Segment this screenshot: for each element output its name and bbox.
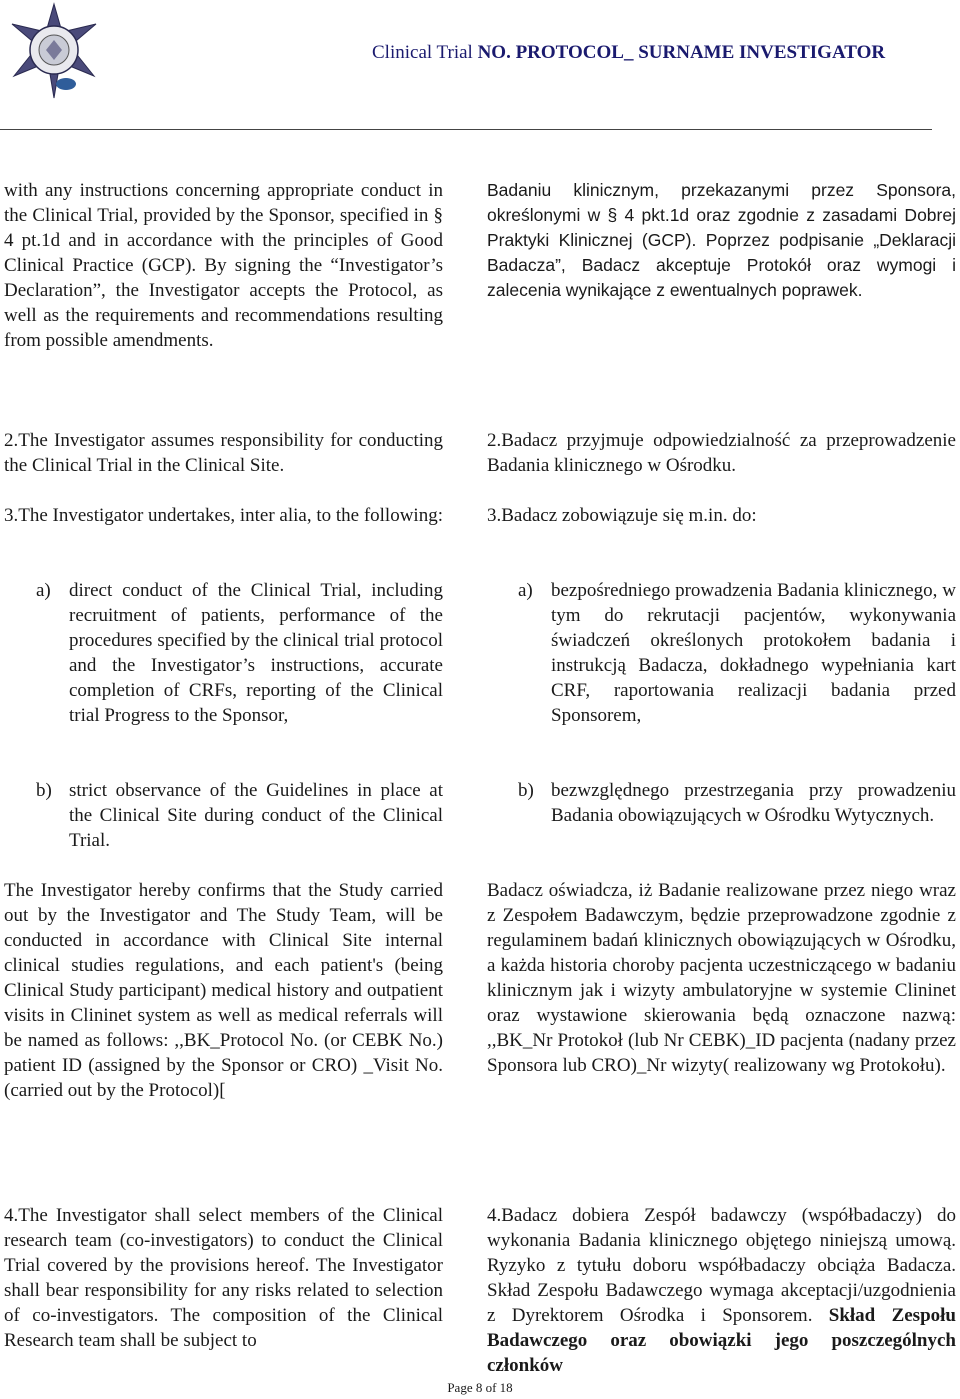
en-paragraph-3: 3.The Investigator undertakes, inter alia, to the following: bbox=[4, 505, 443, 526]
document-header bbox=[372, 42, 885, 64]
pl-paragraph-2: 2.Badacz przyjmuje odpowiedzialność za przeprowadzenie Badania klinicznego w Ośrodku. bbox=[487, 430, 956, 476]
pl-item-b-label: b) bbox=[518, 780, 534, 801]
page-number: Page 8 of 18 bbox=[447, 1380, 513, 1395]
en-paragraph-2: 2.The Investigator assumes responsibility for conducting the Clinical Trial in the Clinical Site. bbox=[4, 430, 443, 476]
en-paragraph-4: The Investigator hereby confirms that the Study carried out by the Investigator and The Study Team, will be conducted in accordance with Clinical Site internal clinical studies regulations, and each patient's (being Clinical Study participant) medical history and outpatient visits in Clininet system as well as medical referrals will be named as follows: ,,BK_Protocol No. (or CEBK No.) patient ID (assigned by the Sponsor or CRO) _Visit No. (carried out by the Protocol)[ bbox=[4, 880, 443, 1101]
pl-item-a-text: bezpośredniego prowadzenia Badania klinicznego, w tym do rekrutacji pacjentów, wykonywania świadczeń określonych protokołem badania i instrukcją Badacza, dokładnego wypełniania kart CRF, raportowania realizacji badania przed Sponsorem, bbox=[551, 580, 956, 726]
en-item-a-text: direct conduct of the Clinical Trial, including recruitment of patients, performance of the procedures specified by the clinical trial protocol and the Investigator’s instructions, accurate completion of CRFs, reporting of the Clinical trial Progress to the Sponsor, bbox=[69, 580, 443, 726]
header-plain-text: Clinical Trial bbox=[372, 42, 478, 63]
pl-paragraph-5 bbox=[487, 1203, 956, 1378]
pl-paragraph-3: 3.Badacz zobowiązuje się m.in. do: bbox=[487, 505, 757, 526]
pl-paragraph-5-text: 4.Badacz dobiera Zespół badawczy (współbadaczy) do wykonania Badania klinicznego objętego niniejszą umową. Ryzyko z tytułu doboru współbadaczy obciąża Badacza. Skład Zespołu Badawczego wymaga akceptacji/uzgodnienia z Dyrektorem Ośrodka i Sponsorem. bbox=[487, 1205, 956, 1326]
pl-item-a-label: a) bbox=[518, 580, 533, 601]
en-paragraph-1: with any instructions concerning appropriate conduct in the Clinical Trial, provided by the Sponsor, specified in § 4 pt.1d and in accordance with the principles of Good Clinical Practice (GCP). By signing the “Investigator’s Declaration”, the Investigator accepts the Protocol, as well as the requirements and recommendations resulting from possible amendments. bbox=[4, 180, 443, 351]
institution-logo bbox=[4, 2, 104, 100]
pl-list-item-b bbox=[518, 778, 956, 853]
header-bold-text: NO. PROTOCOL_ SURNAME INVESTIGATOR bbox=[477, 42, 886, 63]
pl-paragraph-4: Badacz oświadcza, iż Badanie realizowane przez niego wraz z Zespołem Badawczym, będzie przeprowadzone zgodnie z regulaminem badań klinicznych obowiązujących w Ośrodku, a każda historia choroby pacjenta uczestniczącego w badaniu klinicznym jak i wizyty ambulatoryjne w systemie Clininet oraz wystawione skierowania będą oznaczone nazwą: ,,BK_Nr Protokoł (lub Nr CEBK)_ID pacjenta (nadany przez Sponsora lub CRO)_Nr wizyty( realizowany wg Protokołu). bbox=[487, 880, 956, 1076]
en-list-item-a bbox=[36, 578, 443, 753]
pl-item-b-text: bezwzględnego przestrzegania przy prowadzeniu Badania obowiązujących w Ośrodku Wytycznych. bbox=[551, 780, 956, 826]
header-divider bbox=[0, 129, 932, 130]
en-list-item-b bbox=[36, 778, 443, 853]
en-item-b-label: b) bbox=[36, 780, 52, 801]
pl-list-item-a bbox=[518, 578, 956, 753]
en-item-a-label: a) bbox=[36, 580, 51, 601]
en-item-b-text: strict observance of the Guidelines in place at the Clinical Site during conduct of the Clinical Trial. bbox=[69, 780, 443, 851]
pl-paragraph-1: Badaniu klinicznym, przekazanymi przez Sponsora, określonymi w § 4 pkt.1d oraz zgodnie z zasadami Dobrej Praktyki Klinicznej (GCP). Poprzez podpisanie „Deklaracji Badacza”, Badacz akceptuje Protokół oraz wymogi i zalecenia wynikające z ewentualnych poprawek. bbox=[487, 180, 956, 300]
pl-paragraph-5-bold-text: Skład Zespołu Badawczego oraz obowiązki jego poszczególnych członków bbox=[487, 1305, 956, 1376]
en-paragraph-5: 4.The Investigator shall select members of the Clinical research team (co-investigators) to conduct the Clinical Trial covered by the provisions hereof. The Investigator shall bear responsibility for any risks related to selection of co-investigators. The composition of the Clinical Research team shall be subject to bbox=[4, 1205, 443, 1351]
